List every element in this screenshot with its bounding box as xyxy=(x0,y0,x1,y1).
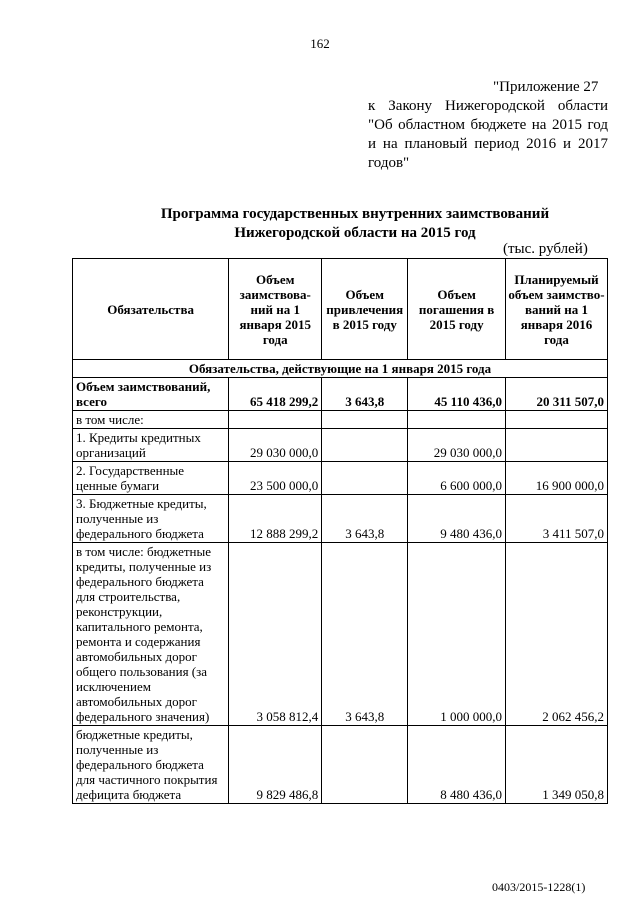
appendix-line-5: годов" xyxy=(368,155,410,171)
header-obligations: Обязательства xyxy=(73,259,229,360)
cell-repayment: 8 480 436,0 xyxy=(408,726,506,804)
row-name: Объем заимствований, всего xyxy=(73,378,229,411)
units-label: (тыс. рублей) xyxy=(503,241,588,257)
cell-volume-start: 9 829 486,8 xyxy=(229,726,322,804)
page-number: 162 xyxy=(310,36,330,51)
cell-planned-volume xyxy=(505,429,607,462)
cell-repayment: 6 600 000,0 xyxy=(408,462,506,495)
table-row xyxy=(73,429,608,462)
cell-repayment: 45 110 436,0 xyxy=(408,378,506,411)
row-name: 3. Бюджетные кредиты, полученные из федерального бюджета xyxy=(73,495,229,543)
document-title-line-1: Программа государственных внутренних заимствований xyxy=(160,206,550,222)
section-title: Обязательства, действующие на 1 января 2015 года xyxy=(73,360,608,378)
appendix-line-4: и на плановый период 2016 и 2017 xyxy=(368,136,608,152)
document-title xyxy=(0,205,640,243)
header-attraction: Объем привлечения в 2015 году xyxy=(322,259,408,360)
header-repayment: Объем погашения в 2015 году xyxy=(408,259,506,360)
table-row xyxy=(73,495,608,543)
cell-planned-volume: 16 900 000,0 xyxy=(505,462,607,495)
appendix-line-2: к Закону Нижегородской области xyxy=(368,98,608,114)
cell-attraction: 3 643,8 xyxy=(322,543,408,726)
cell-planned-volume: 1 349 050,8 xyxy=(505,726,607,804)
cell-planned-volume: 3 411 507,0 xyxy=(505,495,607,543)
row-name: бюджетные кредиты, полученные из федерального бюджета для частичного покрытия дефицита бюджета xyxy=(73,726,229,804)
row-name: 2. Государственные ценные бумаги xyxy=(73,462,229,495)
table-section-row xyxy=(73,360,608,378)
cell-volume-start xyxy=(229,411,322,429)
cell-repayment: 1 000 000,0 xyxy=(408,543,506,726)
cell-planned-volume: 20 311 507,0 xyxy=(505,378,607,411)
cell-repayment: 9 480 436,0 xyxy=(408,495,506,543)
cell-attraction xyxy=(322,411,408,429)
cell-planned-volume: 2 062 456,2 xyxy=(505,543,607,726)
cell-repayment xyxy=(408,411,506,429)
cell-volume-start: 65 418 299,2 xyxy=(229,378,322,411)
row-name: 1. Кредиты кредитных организаций xyxy=(73,429,229,462)
cell-volume-start: 12 888 299,2 xyxy=(229,495,322,543)
table-row xyxy=(73,378,608,411)
document-title-line-2: Нижегородской области на 2015 год xyxy=(234,225,476,241)
cell-repayment: 29 030 000,0 xyxy=(408,429,506,462)
row-name: в том числе: xyxy=(73,411,229,429)
cell-attraction xyxy=(322,429,408,462)
table-row xyxy=(73,462,608,495)
table-row xyxy=(73,543,608,726)
cell-volume-start: 23 500 000,0 xyxy=(229,462,322,495)
borrowing-table xyxy=(72,258,608,804)
cell-planned-volume xyxy=(505,411,607,429)
header-volume-start: Объем заимствова-ний на 1 января 2015 года xyxy=(229,259,322,360)
row-name: в том числе: бюджетные кредиты, полученные из федерального бюджета для строительства, реконструкции, капитального ремонта, ремонта и содержания автомобильных дорог общего пользования (за исключением автомобильных дорог федерального значения) xyxy=(73,543,229,726)
table-row xyxy=(73,726,608,804)
table-header-row xyxy=(73,259,608,360)
appendix-header xyxy=(368,78,608,173)
cell-volume-start: 3 058 812,4 xyxy=(229,543,322,726)
header-planned-volume: Планируемый объем заимство-ваний на 1 января 2016 года xyxy=(505,259,607,360)
appendix-title: "Приложение 27 xyxy=(493,79,599,95)
cell-attraction xyxy=(322,462,408,495)
cell-attraction: 3 643,8 xyxy=(322,378,408,411)
cell-volume-start: 29 030 000,0 xyxy=(229,429,322,462)
table-row xyxy=(73,411,608,429)
appendix-line-3: "Об областном бюджете на 2015 год xyxy=(368,117,608,133)
cell-attraction: 3 643,8 xyxy=(322,495,408,543)
cell-attraction xyxy=(322,726,408,804)
document-code: 0403/2015-1228(1) xyxy=(492,880,586,894)
